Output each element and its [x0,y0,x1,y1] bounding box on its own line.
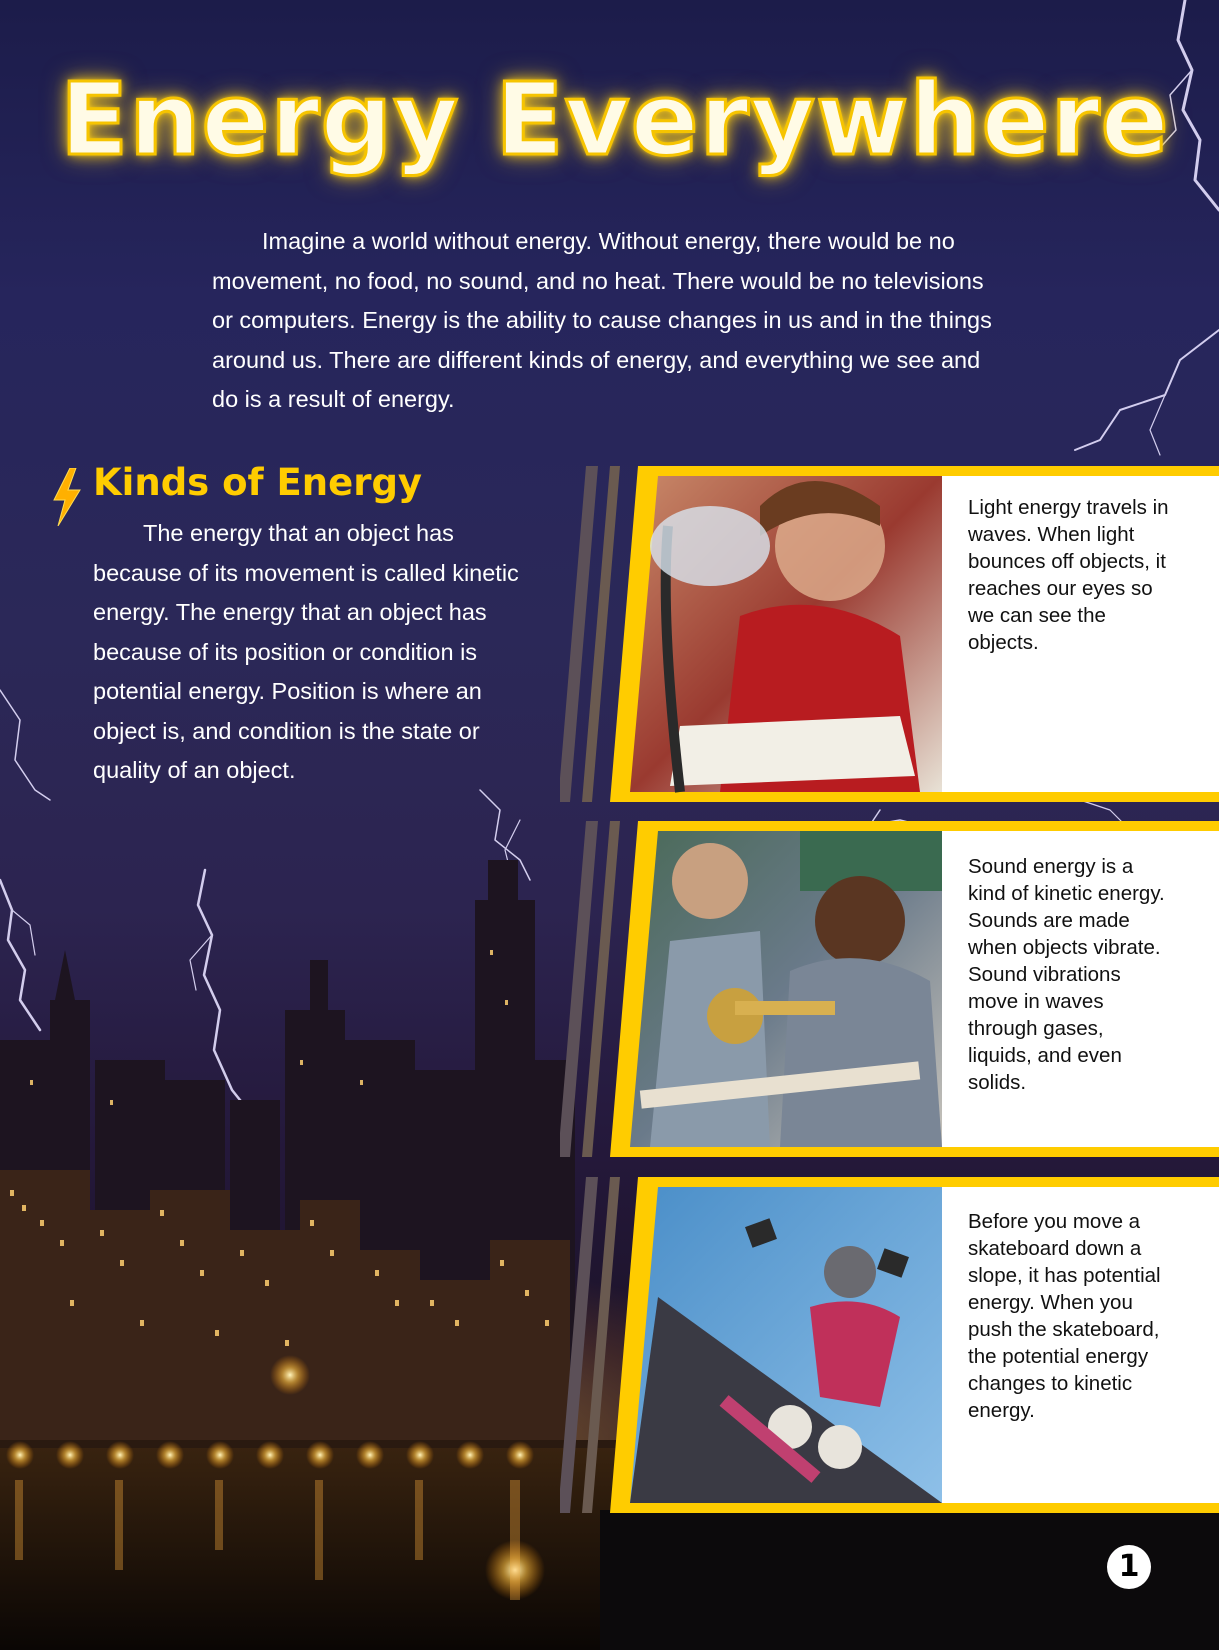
panel-caption: Before you move a skateboard down a slope, it has potential energy. When you push the skateboard, the potential energy changes to kinetic energy. [968,1210,1161,1422]
intro-paragraph: Imagine a world without energy. Without energy, there would be no movement, no food, no sound, and no heat. There would be no televisions or computers. Energy is the ability to cause changes in us and in the things around us. There are different kinds of energy, and everything we see and do is a result of energy. [212,228,992,412]
panel-light-energy [560,466,1219,802]
panel-potential-energy [560,1177,1219,1513]
page-title: Energy Everywhere [60,61,1170,178]
section-heading: Kinds of Energy [93,461,423,504]
lightning-bolt-icon [50,468,82,526]
page-number: 1 [1107,1545,1151,1589]
panel-sound-energy [560,821,1219,1157]
section-body: The energy that an object has because of its movement is called kinetic energy. The energy that an object has because of its position or condition is potential energy. Position is where an object is, and condition is the state or quality of an object. [93,520,519,783]
panel-caption: Light energy travels in waves. When light bounces off objects, it reaches our eyes so we can see the objects. [968,496,1169,654]
panel-caption: Sound energy is a kind of kinetic energy. Sounds are made when objects vibrate. Sound vibrations move in waves through gases, liquids, and even solids. [968,855,1165,1094]
